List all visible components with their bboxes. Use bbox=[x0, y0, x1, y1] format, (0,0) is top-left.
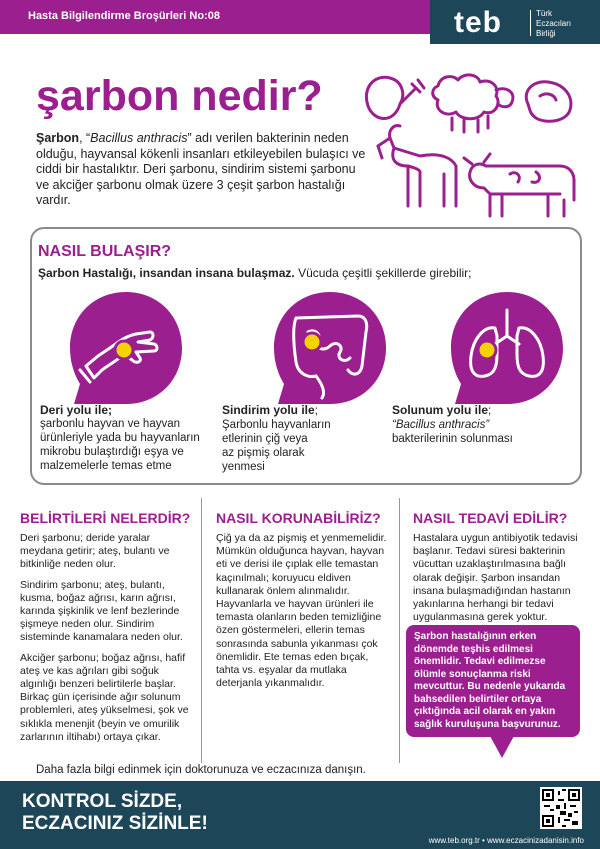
intro-bacteria: Bacillus anthracis bbox=[90, 131, 188, 145]
lead-rest: Vücuda çeşitli şekillerde girebilir; bbox=[294, 266, 472, 280]
transmission-title: NASIL BULAŞIR? bbox=[38, 243, 172, 260]
route-sep: ; bbox=[488, 405, 492, 417]
route-line: Şarbonlu hayvanların bbox=[222, 419, 331, 431]
slogan-banner bbox=[0, 781, 600, 849]
logo-subtitle bbox=[536, 9, 571, 39]
route-line: etlerinin çiğ veya bbox=[222, 433, 308, 445]
route-head: Solunum yolu ile bbox=[392, 403, 489, 417]
prevention-title: NASIL KORUNABİLİRİZ? bbox=[216, 510, 381, 526]
transmission-lead bbox=[38, 266, 471, 280]
intro-rest: ” adı verilen bakterinin neden olduğu, hayvansal kökenli insanları etkileyebilen bulaşıcı ve ciddi bir hastalıktır. Deri şarbonu, sindirim sistemi şarbonu ve akciğer şarbonu olmak üzere 3 çeşit şarbon hastalığı vardır. bbox=[36, 131, 366, 207]
route-line: ürünleriyle yada bu hayvanların bbox=[40, 432, 200, 444]
prevention-text bbox=[216, 532, 388, 697]
goat-icon bbox=[378, 126, 456, 206]
intro-sep: , “ bbox=[79, 131, 91, 145]
column-divider bbox=[399, 498, 400, 763]
symptoms-text bbox=[20, 532, 192, 751]
symptoms-para: Akciğer şarbonu; boğaz ağrısı, hafif ateş ve kas ağrıları gibi soğuk algınlığı benzeri belirtilerle başlar. Birkaç gün içerisinde ağır solunum problemleri, ateş yükselmesi, şok ve sıklıkla menenjit (beyin ve omurilik zarlarının iltihabı) ortaya çıkar. bbox=[20, 651, 189, 743]
route-line: mikrobu bulaştırdığı eşya ve bbox=[40, 446, 184, 458]
infection-spot-icon bbox=[478, 341, 496, 359]
logo-sub-line: Türk bbox=[536, 9, 552, 18]
slogan bbox=[22, 791, 208, 835]
symptoms-title: BELİRTİLERİ NELERDİR? bbox=[20, 510, 191, 526]
treatment-para: Hastalara uygun antibiyotik tedavisi başlanır. Tedavi süresi bakterinin vücuttan uzaklaştırılmasına bağlı olarak değişir. Şarbon insandan insana bulaşmadığından hastanın yakınlarına herhangi bir tedavi uygulanmasına gerek yoktur. bbox=[413, 532, 578, 624]
series-label: Hasta Bilgilendirme Broşürleri No:08 bbox=[28, 10, 220, 22]
qr-code-icon[interactable] bbox=[540, 787, 582, 829]
route-head: Sindirim yolu ile bbox=[222, 403, 315, 417]
steak-icon bbox=[526, 82, 571, 121]
chicken-leg-icon bbox=[366, 77, 424, 118]
cow-icon bbox=[464, 154, 574, 216]
respiratory-route-bubble bbox=[447, 288, 567, 408]
prevention-para: Çiğ ya da az pişmiş et yenmemelidir. Mümkün olduğunca hayvan, hayvan eti ve derisi ile çıplak elle temastan kaçınılmalı; koruyucu eldiven kullanarak önlem alınmalıdır. Hayvanlarla ve hayvan ürünleri ile temasta olanların beden temizliğine özen göstermeleri, ellerin temas sonrasında sabunla yıkanması çok önemlidir. Ete temas eden bıçak, tahta vs. eşyalar da mutlaka deterjanla yıkanmalıdır. bbox=[216, 532, 387, 690]
website-links[interactable]: www.teb.org.tr • www.eczacinizadanisin.info bbox=[428, 836, 584, 845]
series-banner bbox=[0, 0, 430, 34]
skin-route-text bbox=[40, 403, 210, 473]
route-line: az pişmiş olarak bbox=[222, 447, 305, 459]
page-title: şarbon nedir? bbox=[36, 72, 323, 120]
warning-callout: Şarbon hastalığının erken dönemde teşhis edilmesi önemlidir. Tedavi edilmezse ölümle sonuçlanma riski mevcuttur. Bu nedenle yukarıda bahsedilen belirtiler ortaya çıktığında acil olarak en yakın sağlık kuruluşuna başvurunuz. bbox=[406, 625, 580, 737]
logo-sub-line: Eczacıları bbox=[536, 19, 572, 28]
callout-tail bbox=[490, 736, 514, 758]
digestion-route-text bbox=[222, 403, 382, 474]
treatment-title: NASIL TEDAVİ EDİLİR? bbox=[413, 510, 568, 526]
respiratory-route-text bbox=[392, 403, 572, 446]
teb-logo bbox=[430, 0, 600, 44]
digestion-route-bubble bbox=[270, 288, 390, 408]
intro-paragraph bbox=[36, 131, 366, 209]
route-line: bakterilerinin solunması bbox=[392, 433, 513, 445]
symptoms-para: Deri şarbonu; deride yaralar meydana getirir; ateş, bulantı ve bitkinliğe neden olur. bbox=[20, 532, 170, 571]
slogan-line: ECZACINIZ SİZİNLE! bbox=[22, 813, 208, 834]
infection-spot-icon bbox=[303, 333, 321, 351]
sheep-icon bbox=[433, 75, 513, 132]
route-sep: ; bbox=[314, 405, 318, 417]
logo-divider bbox=[530, 10, 531, 36]
symptoms-para: Sindirim şarbonu; ateş, bulantı, kusma, boğaz ağrısı, karın ağrısı, karında şişkinlik ve lenf bezlerinde şişmeye neden olur. Sindirim sisteminde kanamalara neden olur. bbox=[20, 578, 183, 644]
route-head: Deri yolu ile; bbox=[40, 403, 113, 417]
lead-bold: Şarbon Hastalığı, insandan insana bulaşmaz. bbox=[38, 266, 295, 280]
infection-spot-icon bbox=[115, 341, 133, 359]
route-line: yenmesi bbox=[222, 461, 265, 473]
treatment-text bbox=[413, 532, 583, 631]
skin-route-bubble bbox=[66, 288, 186, 408]
intro-term: Şarbon bbox=[36, 131, 80, 145]
animal-sources-illustration bbox=[360, 66, 580, 226]
slogan-line: KONTROL SİZDE, bbox=[22, 791, 183, 812]
advice-note: Daha fazla bilgi edinmek için doktorunuza ve eczacınıza danışın. bbox=[36, 764, 366, 776]
column-divider bbox=[201, 498, 202, 763]
route-line: “Bacillus anthracis” bbox=[392, 419, 490, 431]
route-line: malzemelerle temas etme bbox=[40, 460, 172, 472]
route-line: şarbonlu hayvan ve hayvan bbox=[40, 418, 181, 430]
logo-wordmark: teb bbox=[454, 6, 502, 39]
logo-sub-line: Birliği bbox=[536, 29, 556, 38]
